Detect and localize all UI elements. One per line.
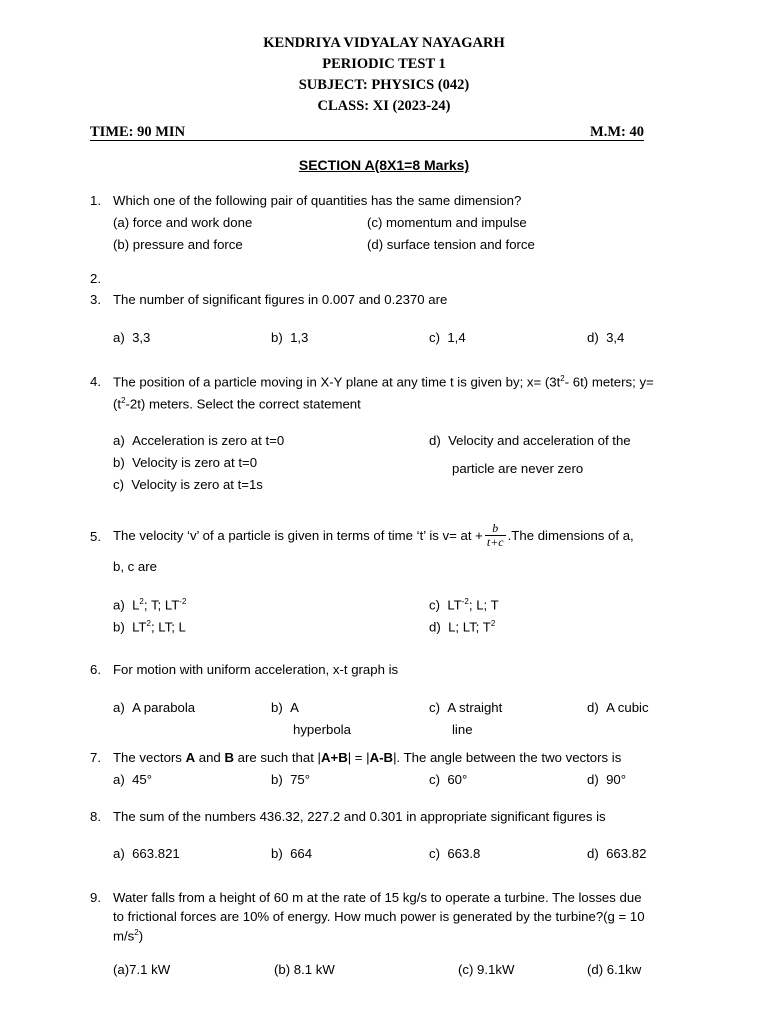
q8-option-a: a) 663.821 — [113, 846, 180, 861]
q1-option-d: (d) surface tension and force — [367, 237, 535, 252]
q9-text-line3: $m/s^2$) — [113, 928, 144, 944]
q7-option-c: c) 60° — [429, 772, 468, 787]
school-name: KENDRIYA VIDYALAY NAYAGARH — [263, 35, 505, 51]
q6-option-c: c) A straight — [429, 700, 503, 715]
subject-line: SUBJECT: PHYSICS (042) — [298, 77, 470, 93]
q6-option-b: b) A — [271, 700, 299, 715]
q1-option-b: (b) pressure and force — [113, 237, 243, 252]
time-label: TIME: 90 MIN — [90, 124, 186, 140]
q5-option-a: a) $L^2$; T; $LT^{-2}$ — [113, 597, 187, 613]
q6-option-a: a) A parabola — [113, 700, 196, 715]
q6-option-c-line2: line — [452, 722, 473, 737]
q3-option-c: c) 1,4 — [429, 330, 466, 345]
q1-number: 1. — [90, 193, 101, 208]
q6-text: For motion with uniform acceleration, x-t graph is — [113, 662, 399, 677]
q6-number: 6. — [90, 662, 101, 677]
q5-option-d: d) L; LT; $T^2$ — [429, 619, 496, 635]
q3-text: The number of significant figures in 0.007 and 0.2370 are — [113, 292, 448, 307]
q4-text-line2: $(t^2-2t)$ meters. Select the correct statement — [113, 396, 361, 412]
q5-option-b: b) $LT^2$; LT; L — [113, 619, 186, 635]
q9-option-a: (a)7.1 kW — [113, 962, 171, 977]
q3-number: 3. — [90, 292, 101, 307]
q7-option-d: d) 90° — [587, 772, 627, 787]
q4-text-line1: The position of a particle moving in X-Y plane at any time t is given by; $x= (3t^2-$ 6t) meters; y= — [113, 374, 654, 390]
section-title: SECTION A(8X1=8 Marks) — [298, 157, 470, 173]
q8-text: The sum of the numbers 436.32, 227.2 and 0.301 in appropriate significant figures is — [113, 809, 606, 824]
q2-number: 2. — [90, 271, 101, 286]
q4-number: 4. — [90, 374, 101, 389]
q9-option-b: (b) 8.1 kW — [274, 962, 335, 977]
q6-option-d: d) A cubic — [587, 700, 649, 715]
q4-option-d: d) Velocity and acceleration of the — [429, 433, 631, 448]
q9-option-d: (d) 6.1kw — [587, 962, 642, 977]
q7-text: The vectors A and B are such that |A+B| = |A-B|. The angle between the two vectors is — [113, 750, 622, 765]
max-marks-label: M.M: 40 — [590, 124, 644, 140]
test-name: PERIODIC TEST 1 — [322, 56, 446, 72]
q5-option-c: c) $LT^{-2}$; L; T — [429, 597, 499, 613]
q1-text: Which one of the following pair of quantities has the same dimension? — [113, 193, 522, 208]
q9-option-c: (c) 9.1kW — [458, 962, 515, 977]
q7-option-a: a) 45° — [113, 772, 153, 787]
q8-number: 8. — [90, 809, 101, 824]
class-line: CLASS: XI (2023-24) — [317, 98, 451, 114]
q7-number: 7. — [90, 750, 101, 765]
q8-option-c: c) 663.8 — [429, 846, 481, 861]
q8-option-b: b) 664 — [271, 846, 313, 861]
q9-text-line1: Water falls from a height of 60 m at the rate of 15 kg/s to operate a turbine. The losses due — [113, 890, 642, 905]
q6-option-b-line2: hyperbola — [293, 722, 351, 737]
q3-option-b: b) 1,3 — [271, 330, 309, 345]
q5-text-line1: The velocity ‘v’ of a particle is given in terms of time ‘t’ is v= at + $\frac{b}{t+c}$ .The dimensions of a, — [113, 520, 634, 549]
q9-text-line2: to frictional forces are 10% of energy. How much power is generated by the turbine?(g = 10 — [113, 909, 645, 924]
q5-text-line2: b, c are — [113, 559, 157, 574]
q4-option-a: a) Acceleration is zero at t=0 — [113, 433, 285, 448]
q8-option-d: d) 663.82 — [587, 846, 647, 861]
q3-option-a: a) 3,3 — [113, 330, 151, 345]
q4-option-c: c) Velocity is zero at t=1s — [113, 477, 263, 492]
q5-fraction: $\frac{b}{t+c}$ — [486, 520, 504, 549]
q1-option-c: (c) momentum and impulse — [367, 215, 527, 230]
q3-option-d: d) 3,4 — [587, 330, 625, 345]
q4-option-b: b) Velocity is zero at t=0 — [113, 455, 258, 470]
q4-option-d-line2: particle are never zero — [452, 461, 584, 476]
q7-option-b: b) 75° — [271, 772, 311, 787]
q5-number: 5. — [90, 529, 101, 544]
q9-number: 9. — [90, 890, 101, 905]
time-marks-line — [90, 124, 644, 141]
q1-option-a: (a) force and work done — [113, 215, 253, 230]
